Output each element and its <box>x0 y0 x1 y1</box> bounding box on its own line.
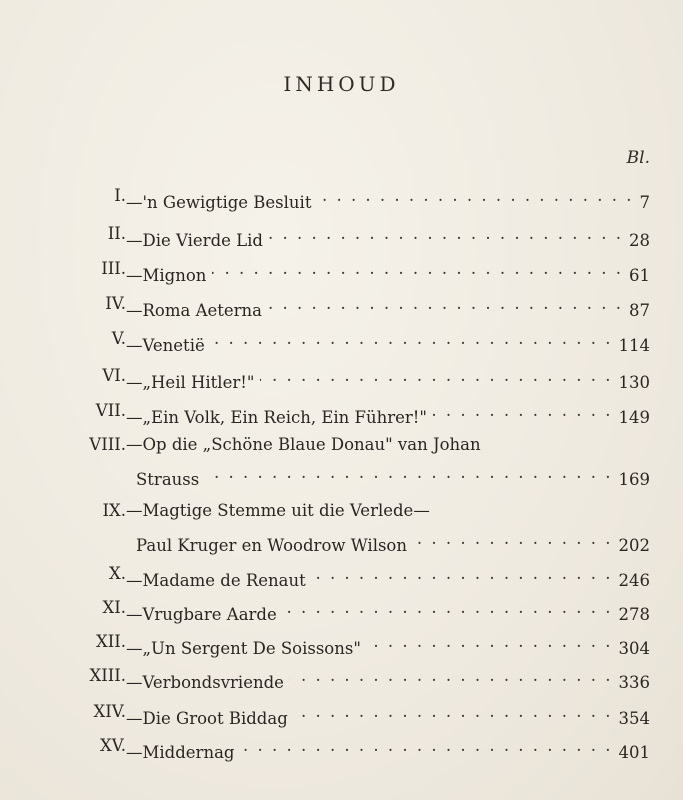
dot-leader <box>283 596 613 620</box>
chapter-number: I. <box>114 186 126 205</box>
page-number: 87 <box>629 301 650 320</box>
chapter-title: —Magtige Stemme uit die Verlede— <box>126 501 430 520</box>
dot-leader <box>413 527 613 551</box>
toc-entry[interactable] <box>0 499 683 523</box>
page-number: 278 <box>618 605 650 624</box>
page-number: 149 <box>618 408 650 427</box>
dot-leader <box>205 461 612 485</box>
dot-leader <box>211 327 613 351</box>
chapter-title: —Roma Aeterna <box>126 301 263 320</box>
page-number: 354 <box>618 709 650 728</box>
chapter-title: —Op die „Schöne Blaue Donau" van Johan <box>126 435 481 454</box>
chapter-title-continued: Strauss <box>136 470 200 489</box>
chapter-number: XII. <box>95 632 126 651</box>
chapter-number: II. <box>107 224 126 243</box>
chapter-title: —„Heil Hitler!" <box>126 373 255 392</box>
toc-entry[interactable] <box>0 596 683 624</box>
toc-entry[interactable] <box>0 700 683 728</box>
chapter-title: —Venetië <box>126 336 205 355</box>
chapter-title: —'n Gewigtige Besluit <box>126 193 312 212</box>
chapter-title-continued: Paul Kruger en Woodrow Wilson <box>136 536 407 555</box>
chapter-number: XV. <box>99 736 126 755</box>
dot-leader <box>240 734 612 758</box>
toc-entry[interactable] <box>0 399 683 427</box>
dot-leader <box>317 184 633 208</box>
dot-leader <box>212 257 623 281</box>
dot-leader <box>433 399 612 423</box>
chapter-number: XIII. <box>89 666 126 685</box>
dot-leader <box>290 664 613 688</box>
chapter-title: —Mignon <box>126 266 207 285</box>
page-number: 246 <box>618 571 650 590</box>
chapter-title: —„Un Sergent De Soissons" <box>126 639 361 658</box>
page-number: 114 <box>618 336 650 355</box>
page-number: 61 <box>629 266 650 285</box>
page-number: 304 <box>618 639 650 658</box>
chapter-title: —Verbondsvriende <box>126 673 284 692</box>
chapter-number: X. <box>109 564 126 583</box>
toc-entry[interactable] <box>0 257 683 285</box>
page-column-label: Bl. <box>626 148 650 168</box>
dot-leader <box>367 630 613 654</box>
page-number: 169 <box>618 470 650 489</box>
toc-entry[interactable] <box>0 222 683 250</box>
chapter-number: VII. <box>95 401 126 420</box>
chapter-title: —Middernag <box>126 743 235 762</box>
toc-entry[interactable] <box>0 292 683 320</box>
chapter-number: VIII. <box>89 435 126 454</box>
chapter-title: —„Ein Volk, Ein Reich, Ein Führer!" <box>126 408 428 427</box>
chapter-number: XIV. <box>93 702 126 721</box>
toc-entry-continuation[interactable] <box>0 527 683 555</box>
dot-leader <box>294 700 613 724</box>
toc-entry[interactable] <box>0 327 683 355</box>
page-number: 7 <box>639 193 650 212</box>
dot-leader <box>312 562 613 586</box>
chapter-number: V. <box>111 329 126 348</box>
toc-entry[interactable] <box>0 562 683 590</box>
page-number: 130 <box>618 373 650 392</box>
dot-leader <box>269 222 623 246</box>
toc-entry[interactable] <box>0 364 683 392</box>
chapter-number: VI. <box>102 366 126 385</box>
chapter-title: —Madame de Renaut <box>126 571 306 590</box>
page-number: 202 <box>618 536 650 555</box>
toc-entry[interactable] <box>0 184 683 212</box>
toc-entry[interactable] <box>0 734 683 762</box>
toc-entry-continuation[interactable] <box>0 461 683 489</box>
chapter-title: —Die Groot Biddag <box>126 709 288 728</box>
chapter-number: IX. <box>102 501 126 520</box>
chapter-title: —Vrugbare Aarde <box>126 605 277 624</box>
page-number: 401 <box>618 743 650 762</box>
toc-entry[interactable] <box>0 630 683 658</box>
chapter-number: XI. <box>102 598 126 617</box>
page-number: 28 <box>629 231 650 250</box>
dot-leader <box>260 364 612 388</box>
toc-entry[interactable] <box>0 664 683 692</box>
page-number: 336 <box>618 673 650 692</box>
chapter-number: III. <box>101 259 126 278</box>
page-title: INHOUD <box>283 72 400 96</box>
dot-leader <box>268 292 623 316</box>
toc-entry[interactable] <box>0 433 683 457</box>
chapter-title: —Die Vierde Lid <box>126 231 263 250</box>
chapter-number: IV. <box>105 294 126 313</box>
